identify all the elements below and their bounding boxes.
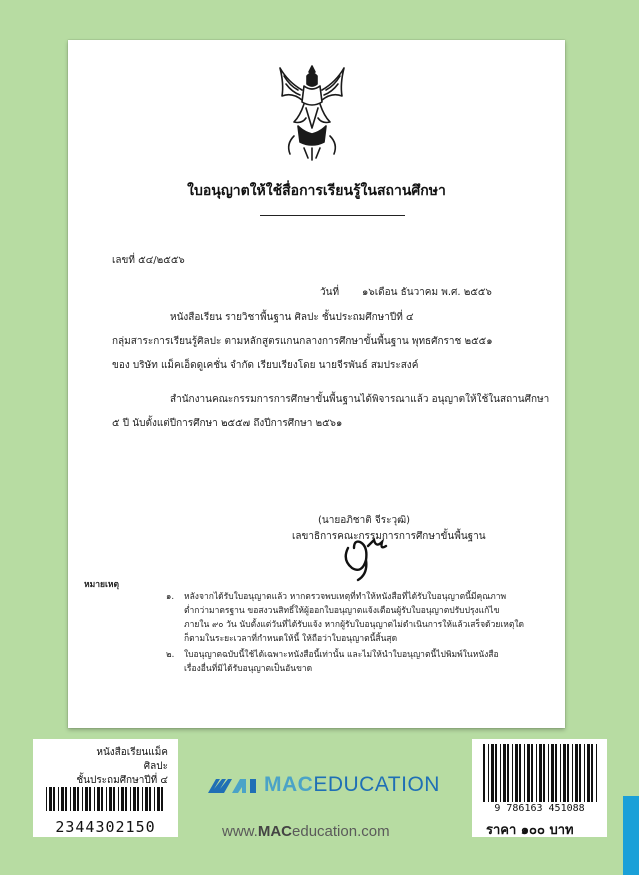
- barcode-bar: [579, 744, 581, 802]
- barcode-bar: [500, 744, 501, 802]
- note-2-line-2: เรื่องอื่นที่มิได้รับอนุญาตเป็นอันขาด: [184, 664, 313, 674]
- barcode-bar: [555, 744, 557, 802]
- body-line-4: สำนักงานคณะกรรมการการศึกษาขั้นพื้นฐานได้พิจารณาแล้ว อนุญาตให้ใช้ในสถานศึกษา: [170, 394, 550, 405]
- barcode-bar: [85, 787, 88, 811]
- barcode-bar: [483, 744, 485, 802]
- web-prefix: www.: [222, 823, 258, 840]
- barcode-bar: [491, 744, 494, 802]
- barcode-bar: [109, 787, 112, 811]
- barcode-bar: [527, 744, 530, 802]
- barcode-bar: [113, 787, 115, 811]
- barcode-bar: [524, 744, 525, 802]
- website-url: [222, 823, 390, 840]
- barcode-bar: [125, 787, 127, 811]
- body-line-1: หนังสือเรียน รายวิชาพื้นฐาน ศิลปะ ชั้นประถมศึกษาปีที่ ๔: [170, 312, 414, 323]
- label-line-3: ชั้นประถมศึกษาปีที่ ๔: [76, 775, 168, 786]
- note-1-line-2: ต่ำกว่ามาตรฐาน ขอสงวนสิทธิ์ให้ผู้ออกใบอนุญาตแจ้งเตือนผู้รับใบอนุญาตปรับปรุงแก้ไข: [184, 606, 500, 616]
- barcode-bar: [130, 787, 131, 811]
- price: ราคา ๑๐๐ บาท: [486, 823, 574, 838]
- book-label: [33, 739, 178, 837]
- document-title: ใบอนุญาตให้ใช้สื่อการเรียนรู้ในสถานศึกษา: [187, 183, 446, 199]
- barcode-bar: [49, 787, 52, 811]
- barcode-bar: [512, 744, 513, 802]
- body-line-3: ของ บริษัท แม็คเอ็ดดูเคชั่น จำกัด เรียบเรียงโดย นายจีรพันธ์ สมประสงค์: [112, 360, 419, 371]
- barcode-bar: [567, 744, 569, 802]
- web-suffix: education.com: [292, 823, 390, 840]
- barcode-bar: [531, 744, 533, 802]
- barcode-bar: [145, 787, 148, 811]
- label-code: 2344302150: [55, 818, 156, 836]
- barcode-bar: [154, 787, 155, 811]
- barcode-bar: [142, 787, 143, 811]
- garuda-emblem-icon: [274, 62, 350, 162]
- barcode-bar: [149, 787, 151, 811]
- barcode-bar: [596, 744, 597, 802]
- document-number: เลขที่ ๕๔/๒๕๕๖: [112, 255, 185, 266]
- barcode-bar: [97, 787, 100, 811]
- barcode-bar: [161, 787, 163, 811]
- barcode-bar: [572, 744, 573, 802]
- barcode-bar: [575, 744, 578, 802]
- note-1-line-4: ก็ตามในระยะเวลาที่กำหนดให้นี้ ให้ถือว่าใบอนุญาตนี้สิ้นสุด: [184, 634, 398, 644]
- barcode-bar: [89, 787, 91, 811]
- barcode-bar: [53, 787, 55, 811]
- notes-label: หมายเหตุ: [84, 580, 119, 590]
- isbn-box: [472, 739, 607, 837]
- barcode-bar: [121, 787, 124, 811]
- barcode-bar: [584, 744, 585, 802]
- barcode-bar: [536, 744, 537, 802]
- barcode-bar: [133, 787, 136, 811]
- barcode-bar: [539, 744, 542, 802]
- brand-name: [264, 773, 440, 797]
- barcode-bar: [591, 744, 593, 802]
- note-2-number: ๒.: [166, 650, 175, 660]
- mac-logo-icon: [206, 775, 258, 795]
- brand-name-rest: EDUCATION: [313, 773, 440, 796]
- barcode-bar: [563, 744, 566, 802]
- small-barcode-icon: [45, 787, 165, 811]
- label-line-1: หนังสือเรียนแม็ค: [96, 747, 168, 758]
- date-label: วันที่: [320, 287, 340, 298]
- publisher-brand: [206, 773, 446, 797]
- barcode-bar: [137, 787, 139, 811]
- title-underline: [260, 215, 405, 216]
- body-line-2: กลุ่มสาระการเรียนรู้ศิลปะ ตามหลักสูตรแกนกลางการศึกษาขั้นพื้นฐาน พุทธศักราช ๒๕๕๑: [112, 336, 493, 347]
- signer-title: เลขาธิการคณะกรรมการการศึกษาขั้นพื้นฐาน: [292, 531, 486, 542]
- date-value: ๑๖เดือน ธันวาคม พ.ศ. ๒๕๕๖: [362, 287, 492, 298]
- barcode-bar: [488, 744, 489, 802]
- barcode-bar: [157, 787, 160, 811]
- barcode-bar: [503, 744, 506, 802]
- brand-name-bold: MAC: [264, 773, 314, 796]
- barcode-bar: [73, 787, 76, 811]
- barcode-bar: [118, 787, 119, 811]
- barcode-bar: [543, 744, 545, 802]
- barcode-bar: [587, 744, 590, 802]
- label-line-2: ศิลปะ: [143, 761, 168, 772]
- barcode-bar: [507, 744, 509, 802]
- barcode-bar: [495, 744, 497, 802]
- note-2-line-1: ใบอนุญาตฉบับนี้ใช้ได้เฉพาะหนังสือนี้เท่านั้น และไม่ให้นำใบอนุญาตนี้ไปพิมพ์ในหนังสือ: [184, 650, 499, 660]
- isbn-number: 9 786163 451088: [494, 803, 585, 814]
- isbn-barcode-icon: [482, 744, 599, 802]
- note-1-number: ๑.: [166, 592, 175, 602]
- barcode-bar: [58, 787, 59, 811]
- barcode-bar: [551, 744, 554, 802]
- barcode-bar: [82, 787, 83, 811]
- blue-edge-strip: [623, 796, 639, 875]
- barcode-bar: [515, 744, 518, 802]
- barcode-bar: [106, 787, 107, 811]
- barcode-bar: [46, 787, 47, 811]
- signer-name: (นายอภิชาติ จีระวุฒิ): [318, 515, 411, 526]
- barcode-bar: [61, 787, 64, 811]
- license-document: [68, 40, 565, 728]
- web-bold: MAC: [257, 823, 293, 840]
- barcode-bar: [560, 744, 561, 802]
- barcode-bar: [548, 744, 549, 802]
- body-line-5: ๕ ปี นับตั้งแต่ปีการศึกษา ๒๕๕๗ ถึงปีการศึกษา ๒๕๖๑: [112, 418, 343, 429]
- barcode-bar: [94, 787, 95, 811]
- note-1-line-3: ภายใน ๙๐ วัน นับตั้งแต่วันที่ได้รับแจ้ง หากผู้รับใบอนุญาตไม่ดำเนินการให้แล้วเสร็จด้วยเหตุใด: [184, 620, 525, 630]
- barcode-bar: [70, 787, 71, 811]
- barcode-bar: [65, 787, 67, 811]
- barcode-bar: [101, 787, 103, 811]
- barcode-bar: [77, 787, 79, 811]
- barcode-bar: [519, 744, 521, 802]
- note-1-line-1: หลังจากได้รับใบอนุญาตแล้ว หากตรวจพบเหตุที่ทำให้หนังสือที่ได้รับใบอนุญาตนี้มีคุณภาพ: [184, 592, 507, 602]
